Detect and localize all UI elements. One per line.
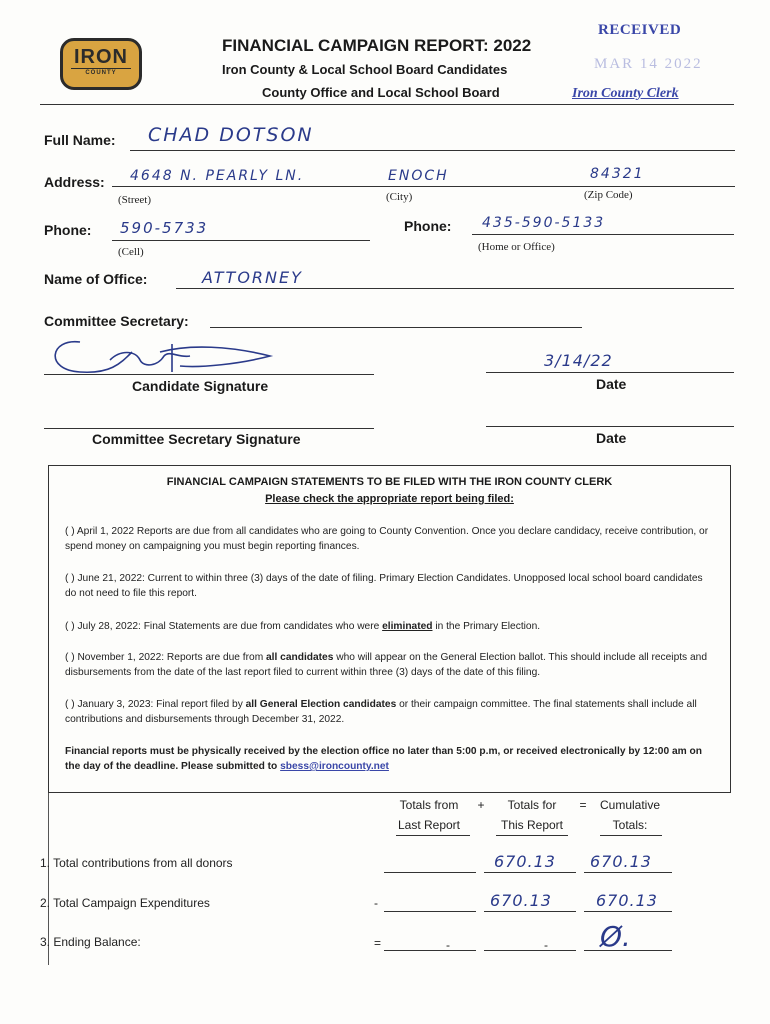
committee-secretary-line bbox=[210, 327, 582, 328]
home-caption: (Home or Office) bbox=[478, 241, 555, 253]
address-label: Address: bbox=[44, 174, 105, 190]
logo-text: IRON bbox=[74, 46, 128, 68]
row-contributions-this-line bbox=[484, 872, 576, 873]
box-title: FINANCIAL CAMPAIGN STATEMENTS TO BE FILED WITH THE IRON COUNTY CLERK bbox=[166, 476, 613, 488]
candidate-signature bbox=[40, 330, 290, 380]
report-option-july[interactable]: ( ) July 28, 2022: Final Statements are due from candidates who were eliminated in the Primary Election. bbox=[65, 621, 541, 632]
cell-phone-label: Phone: bbox=[44, 222, 92, 238]
report-subtitle-2: County Office and Local School Board bbox=[262, 85, 500, 100]
row-contributions-this[interactable]: 670.13 bbox=[494, 852, 556, 871]
col-last-underline bbox=[396, 835, 470, 836]
candidate-signature-label: Candidate Signature bbox=[132, 378, 269, 394]
plus-sign: + bbox=[477, 798, 485, 812]
home-phone-label: Phone: bbox=[404, 218, 452, 234]
row-ending-balance-last-line bbox=[384, 950, 476, 951]
row-contributions-label: 1. Total contributions from all donors bbox=[40, 856, 233, 870]
row-ending-balance-last: - bbox=[446, 938, 450, 952]
received-stamp-clerk: Iron County Clerk bbox=[572, 86, 679, 101]
row-expenditures-this-line bbox=[484, 911, 576, 912]
filing-instructions-box bbox=[48, 465, 731, 793]
row-expenditures-last-line bbox=[384, 911, 476, 912]
col-cum-underline bbox=[600, 835, 662, 836]
secretary-date-label: Date bbox=[596, 430, 627, 446]
row-expenditures-label: 2. Total Campaign Expenditures bbox=[40, 896, 210, 910]
iron-county-logo bbox=[60, 38, 142, 90]
equals-sign: = bbox=[579, 798, 587, 812]
report-option-january[interactable]: ( ) January 3, 2023: Final report filed by all General Election candidates or their campaign committee. The final statements shall include all contributions and disbursements through December 31, 2022. bbox=[65, 699, 697, 725]
cell-caption: (Cell) bbox=[118, 246, 144, 258]
row-contributions-cum-line bbox=[584, 872, 672, 873]
row-ending-balance-this: - bbox=[544, 938, 548, 952]
street-value[interactable]: 4648 N. PEARLY LN. bbox=[130, 168, 305, 184]
row-contributions-last-line bbox=[384, 872, 476, 873]
secretary-date-line bbox=[486, 426, 734, 427]
cell-phone-value[interactable]: 590-5733 bbox=[120, 219, 209, 237]
report-subtitle-1: Iron County & Local School Board Candidates bbox=[222, 62, 508, 77]
box-subtitle: Please check the appropriate report being filed: bbox=[265, 493, 514, 505]
row-expenditures-cum-line bbox=[584, 911, 672, 912]
clerk-email-link[interactable]: sbess@ironcounty.net bbox=[280, 761, 389, 772]
zip-value[interactable]: 84321 bbox=[590, 166, 645, 182]
row-expenditures-op: - bbox=[374, 896, 378, 910]
row-ending-balance-this-line bbox=[484, 950, 576, 951]
street-caption: (Street) bbox=[118, 194, 151, 206]
row-ending-balance-label: 3. Ending Balance: bbox=[40, 935, 141, 949]
city-value[interactable]: ENOCH bbox=[388, 168, 449, 184]
office-value[interactable]: ATTORNEY bbox=[202, 268, 303, 287]
header-divider bbox=[40, 104, 734, 105]
row-expenditures-this[interactable]: 670.13 bbox=[490, 891, 552, 910]
full-name-value[interactable]: CHAD DOTSON bbox=[148, 124, 314, 146]
full-name-label: Full Name: bbox=[44, 132, 116, 148]
col-this-underline bbox=[496, 835, 568, 836]
home-phone-value[interactable]: 435-590-5133 bbox=[482, 215, 606, 231]
committee-secretary-label: Committee Secretary: bbox=[44, 313, 189, 329]
office-label: Name of Office: bbox=[44, 271, 148, 287]
row-ending-balance-cum-line bbox=[584, 950, 672, 951]
zip-caption: (Zip Code) bbox=[584, 189, 633, 201]
report-option-june[interactable]: ( ) June 21, 2022: Current to within three (3) days of the date of filing. Primary Election Candidates. Unopposed local school board candidates do not need to file this report. bbox=[65, 573, 703, 599]
col-this-report-l2: This Report bbox=[500, 818, 564, 832]
address-line bbox=[112, 186, 735, 187]
deadline-notice: Financial reports must be physically received by the election office no later than 5:00 p.m, or received electronically by 12:00 am on the day of the deadline. Please submitted to sbess@ironcounty.net bbox=[65, 746, 702, 772]
signature-date-value[interactable]: 3/14/22 bbox=[544, 351, 613, 370]
report-title: FINANCIAL CAMPAIGN REPORT: 2022 bbox=[222, 36, 532, 55]
report-option-november[interactable]: ( ) November 1, 2022: Reports are due from all candidates who will appear on the General Election ballot. This should include all receipts and disbursements from the date of the last report filed to current within three (3) days of the date of this filing. bbox=[65, 652, 707, 678]
row-contributions-cum[interactable]: 670.13 bbox=[590, 852, 652, 871]
col-cumulative-l1: Cumulative bbox=[599, 798, 661, 812]
col-last-report-l2: Last Report bbox=[397, 818, 461, 832]
col-last-report-l1: Totals from bbox=[399, 798, 459, 812]
row-ending-balance-cum[interactable]: Ø. bbox=[600, 920, 632, 953]
home-phone-line bbox=[472, 234, 734, 235]
signature-date-label: Date bbox=[596, 376, 627, 392]
received-stamp: RECEIVED bbox=[598, 22, 682, 38]
col-cumulative-l2: Totals: bbox=[612, 818, 648, 832]
office-line bbox=[176, 288, 734, 289]
city-caption: (City) bbox=[386, 191, 413, 203]
received-stamp-date: MAR 14 2022 bbox=[594, 56, 703, 72]
signature-date-line bbox=[486, 372, 734, 373]
full-name-line bbox=[130, 150, 735, 151]
secretary-signature-label: Committee Secretary Signature bbox=[92, 431, 301, 447]
secretary-signature-line bbox=[44, 428, 374, 429]
report-option-april[interactable]: ( ) April 1, 2022 Reports are due from all candidates who are going to County Convention. Once you declare candidacy, receive contribution, or spend money on campaigning you must begin reporting finances. bbox=[65, 526, 709, 552]
logo-subtext: COUNTY bbox=[85, 70, 117, 76]
candidate-signature-line bbox=[44, 374, 374, 375]
row-expenditures-cum[interactable]: 670.13 bbox=[596, 891, 658, 910]
col-this-report-l1: Totals for bbox=[507, 798, 557, 812]
cell-phone-line bbox=[112, 240, 370, 241]
row-ending-balance-op: = bbox=[374, 936, 382, 950]
